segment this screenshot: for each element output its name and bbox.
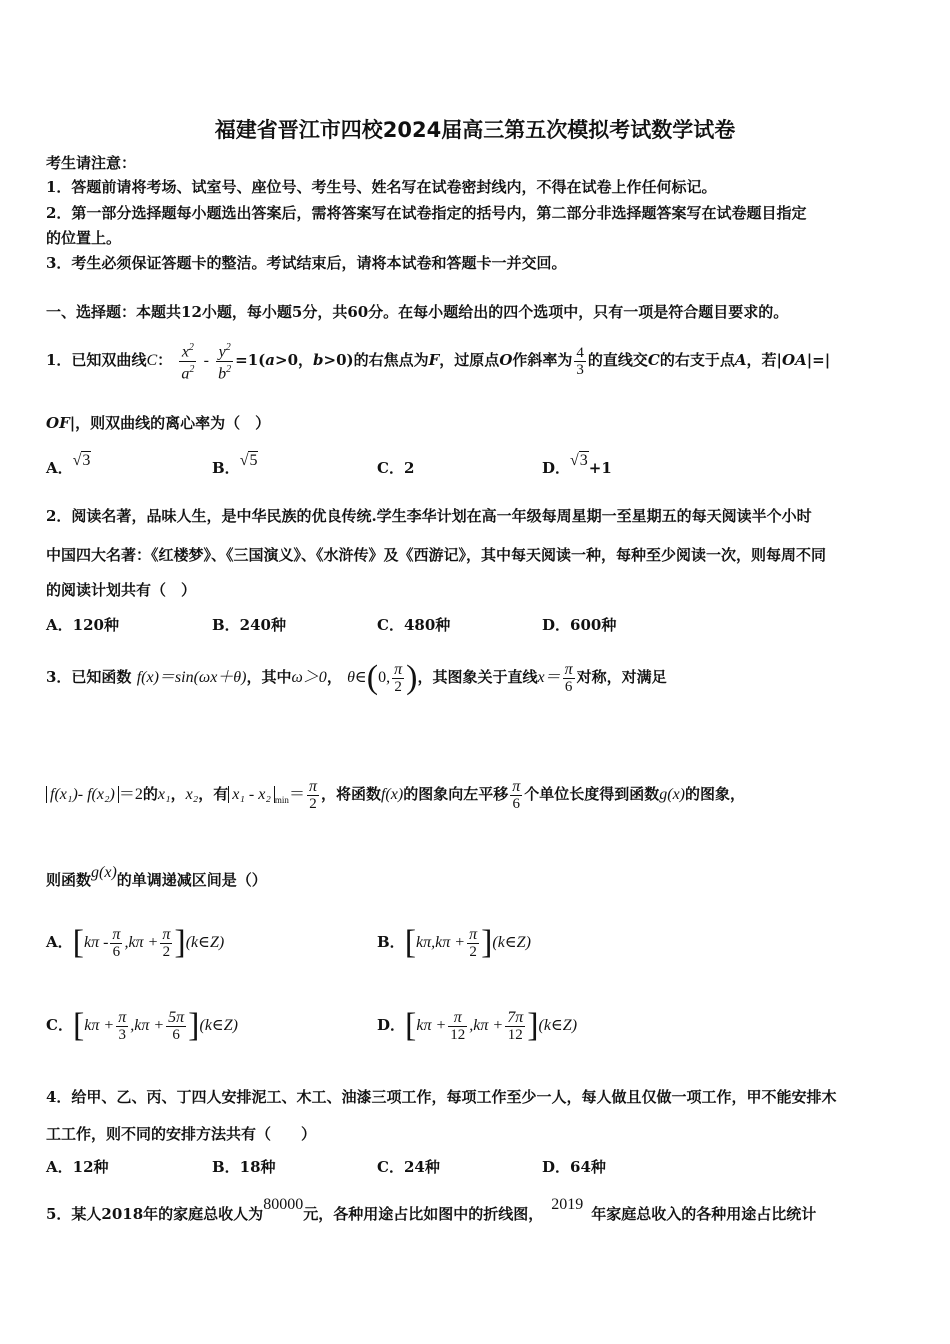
fraction-slope: $\frac{4}{3}$: [576, 344, 584, 378]
q2-option-c: C．480种: [377, 616, 451, 634]
question-1-line-1: 1．已知双曲线C： $\frac{x^2}{a^2}$ - $\frac{y^2}{b^2}$ =1(a>0，b>0)的右焦点为F，过原点O作斜率为 $\frac{4}{3}$ 的直线交C的右支于点A，若|OA|=|: [46, 342, 831, 382]
page-title: 福建省晋江市四校2024届高三第五次模拟考试数学试卷: [214, 118, 736, 142]
q2-option-d: D．600种: [542, 616, 617, 634]
q3-option-c: C．[kπ + $\frac{\pi}{3}$ ,kπ + $\frac{5\pi}{6}$ ](k∈Z): [46, 1007, 238, 1044]
question-5-line-1: 5．某人2018年的家庭总收人为80000元，各种用途占比如图中的折线图，2019年家庭总收入的各种用途占比统计: [46, 1196, 817, 1223]
notice-item-3: 3．考生必须保证答题卡的整洁。考试结束后，请将本试卷和答题卡一并交回。: [46, 254, 567, 272]
question-2-line-3: 的阅读计划共有（ ）: [46, 581, 197, 599]
fraction-x2-a2: $\frac{x^2}{a^2}$: [181, 342, 195, 382]
q4-option-c: C．24种: [377, 1158, 440, 1176]
q4-option-b: B．18种: [212, 1158, 276, 1176]
question-2-line-2: 中国四大名著：《红楼梦》、《三国演义》、《水浒传》及《西游记》，其中每天阅读一种，每种至少阅读一次，则每周不同: [46, 546, 827, 564]
notice-item-1: 1．答题前请将考场、试室号、座位号、考生号、姓名写在试卷密封线内，不得在试卷上作任何标记。: [46, 178, 717, 196]
q3-option-b: B．[kπ,kπ + $\frac{\pi}{2}$ ](k∈Z): [377, 924, 531, 961]
q4-option-a: A．12种: [46, 1158, 109, 1176]
question-1-line-2: OF|，则双曲线的离心率为（ ）: [46, 414, 271, 432]
q1-option-c: C．2: [377, 459, 415, 477]
notice-heading: 考生请注意：: [46, 154, 137, 172]
q3-function: f(x)＝sin(ωx＋θ): [136, 669, 247, 686]
q1-option-d: D．√3+1: [542, 452, 612, 477]
section-heading: 一、选择题：本题共12小题，每小题5分，共60分。在每小题给出的四个选项中，只有一项是符合题目要求的。: [46, 303, 789, 321]
notice-item-2: 2．第一部分选择题每小题选出答案后，需将答案写在试卷指定的括号内，第二部分非选择题答案写在试卷题目指定: [46, 204, 807, 222]
q1-option-b: B．√5: [212, 452, 258, 477]
question-3-line-2: f(x₁)- f(x₂) ＝2的x₁，x₂，有 x₁ - x₂ $_{min}$＝ $\frac{\pi}{2}$ ，将函数f(x)的图象向左平移 $\frac{\pi}{6}$ 个单位长度得到函数g(x)的图象，: [46, 768, 745, 822]
q1-lead: 1．已知双曲线: [46, 351, 147, 369]
q2-option-b: B．240种: [212, 616, 286, 634]
q4-option-d: D．64种: [542, 1158, 606, 1176]
question-3-line-1: 3．已知函数 f(x)＝sin(ωx＋θ)，其中ω＞0， θ∈(0, $\frac{\pi}{2}$ )，其图象关于直线x＝ $\frac{\pi}{6}$ 对称，对满足: [46, 659, 667, 696]
fraction-y2-b2: $\frac{y^2}{b^2}$: [218, 342, 232, 382]
question-4-line-1: 4．给甲、乙、丙、丁四人安排泥工、木工、油漆三项工作，每项工作至少一人，每人做且仅做一项工作，甲不能安排木: [46, 1088, 837, 1106]
question-4-line-2: 工工作，则不同的安排方法共有（ ）: [46, 1125, 317, 1143]
question-3-line-3: 则函数g(x)的单调递减区间是（）: [46, 864, 267, 889]
q1-option-a: A．√3: [46, 452, 91, 477]
q2-option-a: A．120种: [46, 616, 119, 634]
q3-option-a: A．[kπ - $\frac{\pi}{6}$ ,kπ + $\frac{\pi}{2}$ ](k∈Z): [46, 924, 225, 961]
q3-option-d: D．[kπ + $\frac{\pi}{12}$ ,kπ + $\frac{7\pi}{12}$ ](k∈Z): [377, 1007, 578, 1044]
notice-item-2-cont: 的位置上。: [46, 229, 122, 247]
question-2-line-1: 2．阅读名著，品味人生，是中华民族的优良传统.学生李华计划在高一年级每周星期一至星期五的每天阅读半个小时: [46, 507, 812, 525]
